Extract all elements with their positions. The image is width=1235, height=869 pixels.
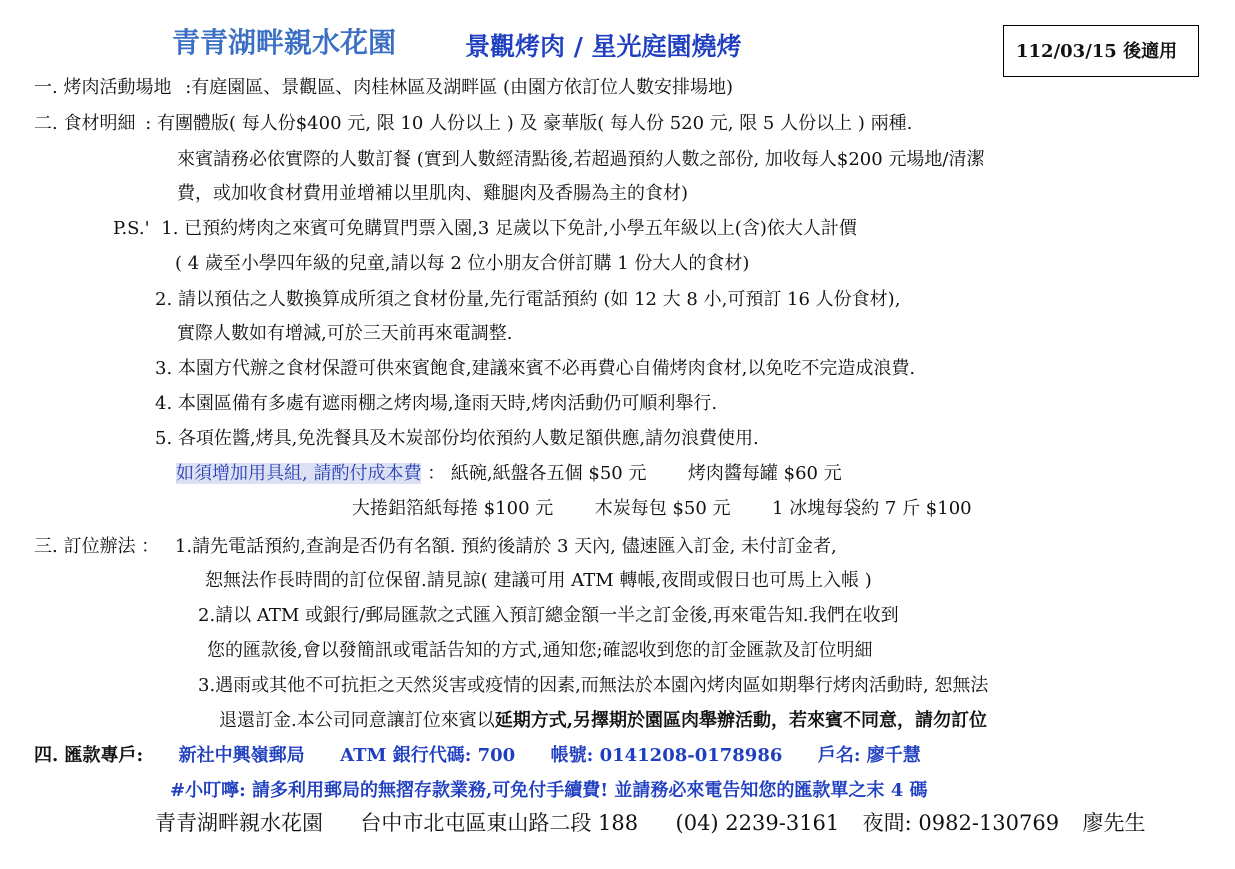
booking-step-3-bold: 延期方式,另擇期於園區肉舉辦活動，若來賓不同意，請勿訂位 <box>494 710 987 731</box>
ps-note-2: 2. 請以預估之人數換算成所須之食材份量,先行電話預約 (如 12 大 8 小,可預訂 16 人份食材), <box>155 289 901 310</box>
footer-contact-person: 廖先生 <box>1082 811 1146 835</box>
remittance-bank: 新社中興嶺郵局 <box>178 745 305 766</box>
booking-step-3: 3.遇雨或其他不可抗拒之天然災害或疫情的因素,而無法於本園內烤肉區如期舉行烤肉活動時, 恕無法 <box>198 675 989 696</box>
extras-item-sauce: 烤肉醬每罐 $60 元 <box>687 463 842 484</box>
extras-highlight: 如須增加用具組, 請酌付成本費 <box>176 463 422 484</box>
footer-address: 台中市北屯區東山路二段 188 <box>360 811 639 835</box>
ps-label: P.S.' <box>113 218 150 239</box>
page-title: 青青湖畔親水花園 <box>172 26 397 59</box>
section-ingredients-line1: : 有團體版( 每人份$400 元, 限 10 人份以上 ) 及 豪華版( 每人份 520 元, 限 5 人份以上 ) 兩種. <box>145 113 913 134</box>
section-venue-text: :有庭園區、景觀區、肉桂林區及湖畔區 (由園方依訂位人數安排場地) <box>185 77 734 98</box>
footer-night-phone: 夜間: 0982-130769 <box>862 811 1060 835</box>
page-subtitle: 景觀烤肉 / 星光庭園燒烤 <box>465 32 742 61</box>
ingredients-line3: 費，或加收食材費用並增補以里肌肉、雞腿肉及香腸為主的食材) <box>177 183 689 204</box>
extras-item-bowls: 紙碗,紙盤各五個 $50 元 <box>450 463 647 484</box>
section-booking-label: 三. 訂位辦法 ： <box>34 536 160 557</box>
remittance-atm-code: ATM 銀行代碼: 700 <box>340 745 516 766</box>
tip-note: #小叮嚀: 請多利用郵局的無摺存款業務,可免付手續費! 並請務必來電告知您的匯款單之末 4 碼 <box>170 780 928 801</box>
section-venue <box>34 75 733 101</box>
ps-note-5: 5. 各項佐醬,烤具,免洗餐具及木炭部份均依預約人數足額供應,請勿浪費使用. <box>155 428 759 449</box>
booking-step-3-normal: 退還訂金.本公司同意讓訂位來賓以 <box>219 710 495 731</box>
section-ingredients <box>34 111 912 137</box>
ps-note-2-detail: 實際人數如有增減,可於三天前再來電調整. <box>177 323 513 344</box>
extras-colon: ： <box>427 463 446 484</box>
ps-note-1-text: 1. 已預約烤肉之來賓可免購買門票入園,3 足歲以下免計,小學五年級以上(含)依大人計價 <box>161 218 857 239</box>
footer-name: 青青湖畔親水花園 <box>155 811 323 835</box>
section-remittance <box>34 743 921 769</box>
extras-item-foil: 大捲鋁箔紙每捲 $100 元 <box>352 498 554 519</box>
ingredients-line2: 來賓請務必依實際的人數訂餐 (實到人數經清點後,若超過預約人數之部份, 加收每人$200 元場地/清潔 <box>177 149 985 170</box>
booking-step-2: 2.請以 ATM 或銀行/郵局匯款之式匯入預訂總金額一半之訂金後,再來電告知.我們在收到 <box>198 605 899 626</box>
extras-row-1 <box>176 461 842 487</box>
booking-step-3-detail <box>219 708 987 734</box>
ps-note-1-detail: ( 4 歲至小學四年級的兒童,請以每 2 位小朋友合併訂購 1 份大人的食材) <box>175 253 750 274</box>
booking-step-2-detail: 您的匯款後,會以發簡訊或電話告知的方式,通知您;確認收到您的訂金匯款及訂位明細 <box>207 640 873 661</box>
effective-date-box <box>1003 25 1199 77</box>
footer-phone: (04) 2239-3161 <box>675 811 840 835</box>
extras-item-charcoal: 木炭每包 $50 元 <box>594 498 731 519</box>
booking-step-1-detail: 恕無法作長時間的訂位保留.請見諒( 建議可用 ATM 轉帳,夜間或假日也可馬上入帳 ) <box>205 570 872 591</box>
section-venue-label: 一. 烤肉活動場地 <box>34 77 172 98</box>
extras-item-ice: 1 冰塊每袋約 7 斤 $100 <box>772 498 972 519</box>
remittance-account-name: 戶名: 廖千慧 <box>817 745 921 766</box>
effective-date: 112/03/15 後適用 <box>1016 41 1178 62</box>
booking-step-1: 1.請先電話預約,查詢是否仍有名額. 預約後請於 3 天內, 儘速匯入訂金, 未付訂金者, <box>174 536 837 557</box>
ps-note-3: 3. 本園方代辦之食材保證可供來賓飽食,建議來賓不必再費心自備烤肉食材,以免吃不完造成浪費. <box>155 358 916 379</box>
extras-row-2 <box>352 496 972 522</box>
footer-contact <box>155 810 1146 836</box>
remittance-account: 帳號: 0141208-0178986 <box>550 745 783 766</box>
ps-note-4: 4. 本園區備有多處有遮雨棚之烤肉場,逢雨天時,烤肉活動仍可順利舉行. <box>155 393 718 414</box>
section-booking <box>34 534 837 560</box>
ps-note-1 <box>113 216 857 242</box>
section-remittance-label: 四. 匯款專戶: <box>34 745 144 766</box>
section-ingredients-label: 二. 食材明細 <box>34 113 136 134</box>
